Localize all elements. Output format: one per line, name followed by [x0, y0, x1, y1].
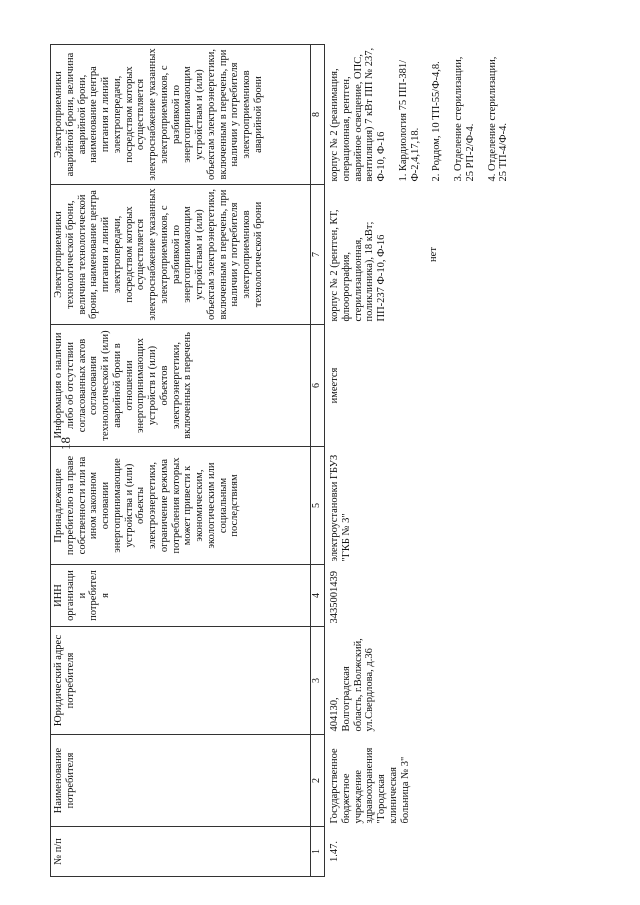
emergency-reserve-item: корпус № 2 (реанимация, операционная, рентген, аварийное освещение, ОПС, вентиляция) 7 кВт ПП № 237, Ф-10, Ф-16	[329, 47, 387, 182]
row-number: 1.47.	[329, 841, 340, 862]
column-number: 3	[311, 627, 325, 735]
header-cell-tech-reserve: Электроприемники технологической брони, величина технологической брони, наименование центра питания и линий электропередачи, посредством которых осуществляется электроснабжение указанных электроприемников, с разбивкой по энергопринимающим устройствам и (или) объектам электроэнергетики, включенным в перечень, при наличии у потребителя электроприемников технологической брони	[51, 185, 311, 325]
emergency-reserve-item: 2. Роддом, 10 ТП-55/Ф-4,8.	[431, 61, 443, 182]
consumer-inn: 3435001439	[329, 571, 340, 624]
consumer-name: Государственное бюджетное учреждение здравоохранения "Городская клиническая больница № 3"	[329, 747, 411, 824]
consumer-address: 404130, Волгоградская область, г.Волжский, ул.Свердлова, д.36	[329, 638, 376, 732]
column-number: 7	[311, 185, 325, 325]
header-cell-inn: ИНН организации потребителя	[51, 565, 311, 627]
header-cell-address: Юридический адрес потребителя	[51, 627, 311, 735]
column-number-row	[311, 45, 325, 877]
emergency-reserve-item: 3. Отделение стерилизации, 25 РП-2/Ф-4.	[453, 56, 476, 182]
header-cell-devices: Принадлежащие потребителю на праве собственности или на ином законном основании энергопринимающие устройства и (или) объекты электроэнергетики, ограничение режима потребления которых может привести к экономическим, экологическим или социальным последствиям	[51, 447, 311, 565]
consumer-devices: электроустановки ГБУЗ "ГКБ № 3"	[329, 454, 352, 562]
header-cell-emergency-reserve: Электроприемники аварийной брони, величина аварийной брони, наименование центра питания и линий электропередачи, посредством которых осуществляется электроснабжение указанных электроприемников, с разбивкой по энергопринимающим устройствам и (или) объектам электроэнергетики, включенным в перечень, при наличии у потребителя электроприемников аварийной брони	[51, 45, 311, 185]
header-cell-acts: Информация о наличии либо об отсутствии согласованных актов согласования технологической и (или) аварийной брони в отношении энергопринимающих устройств и (или) объектов электроэнергетики, включенных в перечень	[51, 325, 311, 447]
emergency-reserve-item: 4. Отделение стерилизации, 25 ТП-4/Ф-4.	[486, 56, 510, 182]
reserve-table	[50, 44, 522, 877]
emergency-reserve-cell	[325, 45, 523, 185]
tech-reserve-building: корпус № 2 (рентген, КТ, флюорография, стерилизационная, поликлиника), 18 кВт; ПП-237 Ф-10, Ф-16	[329, 209, 387, 322]
column-number: 2	[311, 735, 325, 827]
column-number: 1	[311, 827, 325, 877]
table-row	[325, 45, 523, 877]
column-number: 4	[311, 565, 325, 627]
column-number: 5	[311, 447, 325, 565]
header-row	[51, 45, 311, 877]
column-number: 6	[311, 325, 325, 447]
tech-reserve-value: нет	[427, 247, 439, 262]
tech-reserve-cell	[325, 185, 523, 325]
page-number: 18	[58, 437, 73, 450]
acts-availability: имеется	[329, 367, 340, 404]
header-cell-num: № п/п	[51, 827, 311, 877]
header-cell-name: Наименование потребителя	[51, 735, 311, 827]
emergency-reserve-item: 1. Кардиология 75 ПП-381/Ф-2,4,17,18.	[397, 59, 421, 182]
column-number: 8	[311, 45, 325, 185]
rotated-page	[0, 25, 565, 905]
